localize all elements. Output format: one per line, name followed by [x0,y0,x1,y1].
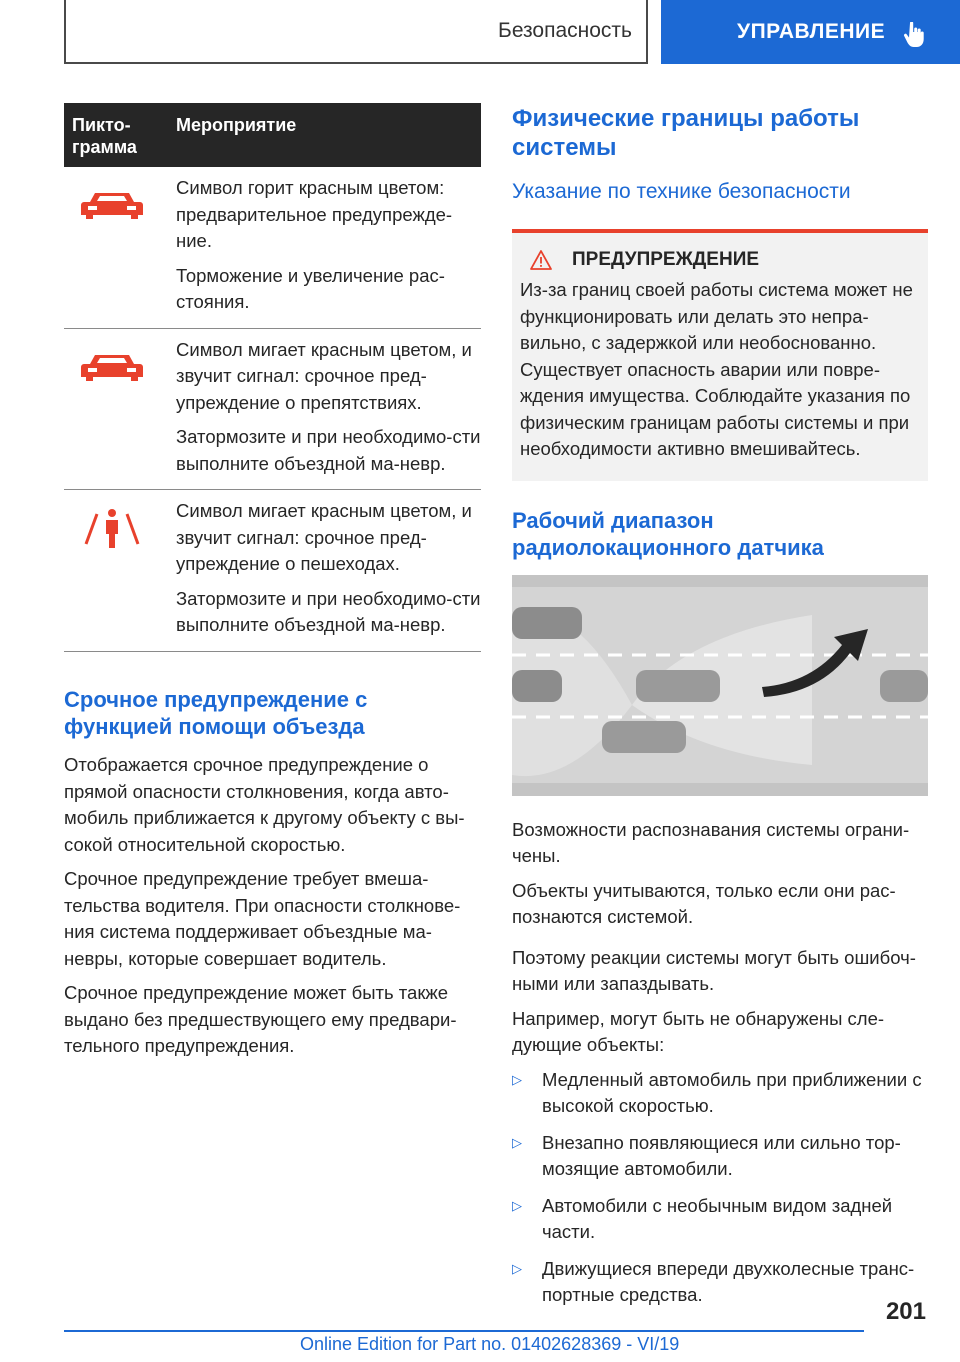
triangle-bullet-icon: ▷ [512,1134,522,1150]
table-row [64,490,481,652]
paragraph: Срочное предупреждение требует вмеша-тельства водителя. При опасности столкнове-ния система поддерживает объездные ма-невры, которые совершает водитель. [64,868,461,969]
footer-divider [64,1330,864,1332]
pointing-hand-icon [903,22,925,48]
header-pictogram [72,114,137,158]
page-number: 201 [885,1298,926,1325]
paragraph: Отображается срочное предупреждение о прямой опасности столкновения, когда авто-мобиль приближается к другому объекту с вы-сокой относительной скоростью. [64,754,465,855]
list-item-text: Медленный автомобиль при приближении с высокой скоростью. [542,1068,922,1116]
header-action: Мероприятие [176,115,297,135]
car-warning-icon [72,347,152,392]
paragraph: Возможности распознавания системы ограни-чены. [512,818,910,866]
row-text: Символ горит красным цветом: предварительное предупрежде-ние. [176,177,453,251]
sensor-heading: Рабочий диапазон радиолокационного датчика [512,507,824,560]
paragraph: Поэтому реакции системы могут быть ошибоч-ными или запаздывать. [512,946,916,994]
list-item-text: Внезапно появляющиеся или сильно тор-мозящие автомобили. [542,1131,901,1179]
paragraph: Объекты учитываются, только если они рас-познаются системой. [512,879,896,927]
table-row [64,167,481,329]
warning-label: ПРЕДУПРЕЖДЕНИЕ [572,249,760,270]
car-warning-icon [72,185,152,230]
row-text: Торможение и увеличение рас-стояния. [176,264,445,312]
list-item-text: Движущиеся впереди двухколесные транс-портные средства. [542,1257,915,1305]
warning-box [512,229,928,481]
subheading: Указание по технике безопасности [512,180,851,203]
edition-note: Online Edition for Part no. 01402628369 - VI/19 [300,1334,680,1354]
header-pictogram-line2: грамма [72,137,137,157]
section-heading: Срочное предупреждение с функцией помощи объезда [64,687,368,739]
warning-triangle-icon [530,250,552,270]
right-column [512,104,928,1319]
list-item [512,1067,928,1120]
row-text: Затормозите и при необходимо-сти выполните объездной ма-невр. [176,426,481,474]
row-text: Символ мигает красным цветом, и звучит сигнал: срочное пред-упреждение о пешеходах. [176,500,472,574]
paragraph: Срочное предупреждение может быть также выдано без предшествующего ему предвари-тельного предупреждения. [64,982,457,1056]
warning-title [520,249,920,271]
triangle-bullet-icon: ▷ [512,1197,522,1213]
pictogram-table [64,103,481,652]
list-item-text: Автомобили с необычным видом задней части. [542,1194,893,1242]
page-title: Физические границы работы системы [512,105,860,161]
pedestrian-warning-icon [72,504,152,555]
list-item [512,1130,928,1183]
table-row [64,329,481,491]
section-title: Безопасность [498,19,632,42]
radar-range-illustration [512,575,928,796]
evasion-warning-section [64,686,481,1068]
paragraph: Например, могут быть не обнаружены сле-дующие объекты: [512,1007,885,1055]
list-item [512,1256,928,1309]
row-text: Затормозите и при необходимо-сти выполните объездной ма-невр. [176,587,481,635]
list-item [512,1193,928,1246]
undetected-objects-list [512,1067,928,1309]
triangle-bullet-icon: ▷ [512,1260,522,1276]
chapter-tab[interactable] [661,0,960,64]
row-text: Символ мигает красным цветом, и звучит сигнал: срочное пред-упреждение о препятствиях. [176,338,472,413]
chapter-title: УПРАВЛЕНИЕ [737,20,886,43]
section-header [64,0,648,64]
table-header [64,103,481,167]
header-pictogram-line1: Пикто- [72,115,131,135]
triangle-bullet-icon: ▷ [512,1071,522,1087]
warning-text: Из-за границ своей работы система может не функционировать или делать это непра-вильно, с задержкой или необоснованно. Существует опасность аварии или повре-ждения имущества. Соблюдайте указания по физическим границам работы системы и при необходимости активно вмешивайтесь. [520,279,913,459]
